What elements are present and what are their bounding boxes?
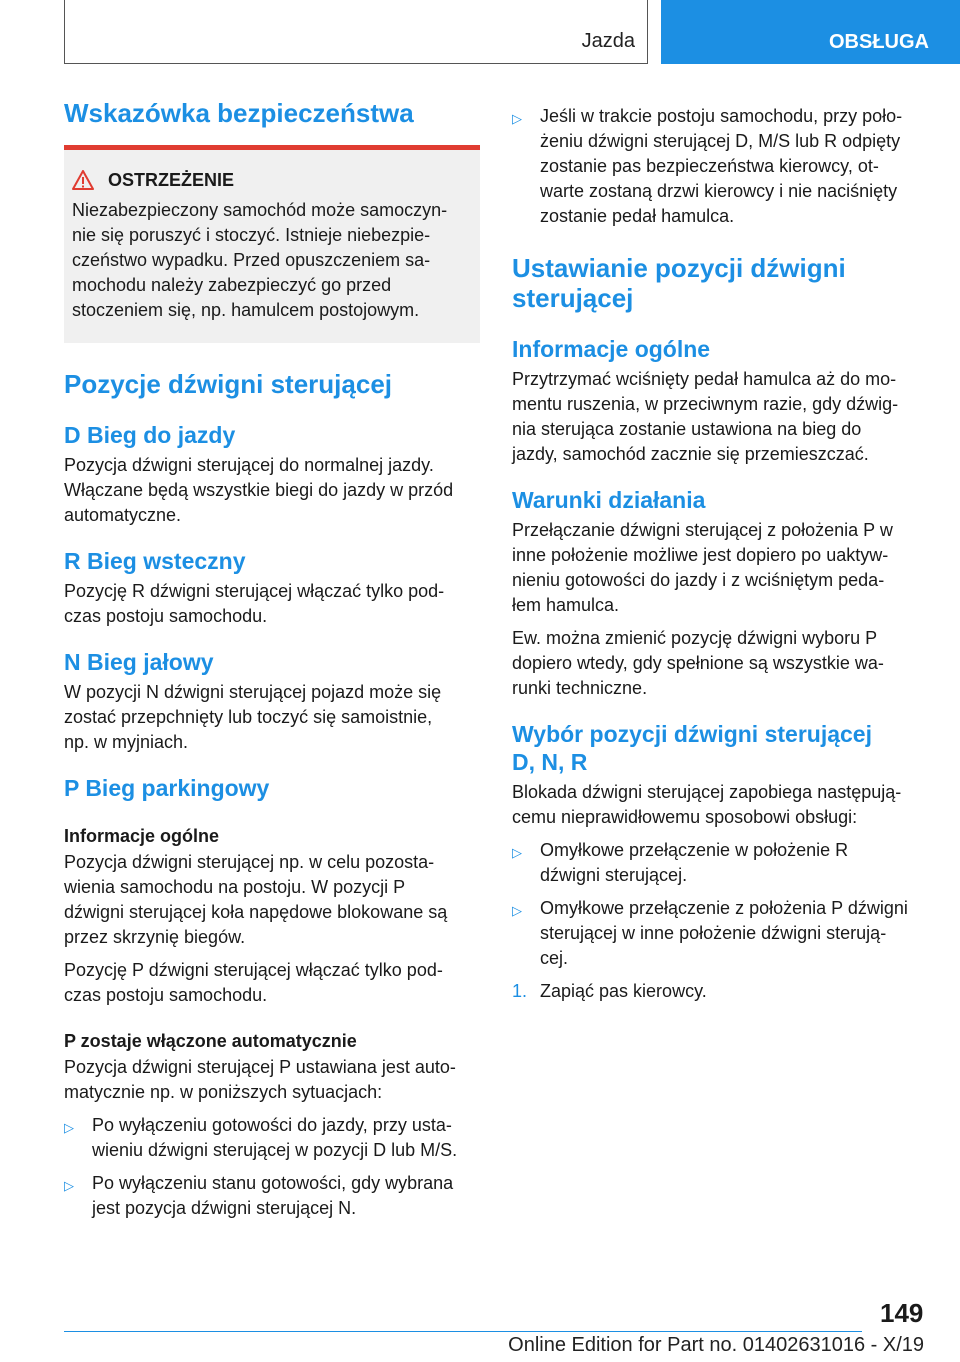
p-general-line: Pozycja dźwigni sterującej np. w celu pozosta- [64,852,435,872]
section-label: OBSŁUGA [829,31,929,53]
p-heading: P Bieg parkingowy [64,775,270,801]
heading-line: D, N, R [512,749,588,775]
warning-line: nie się poruszyć i stoczyć. Istnieje niebezpie- [72,225,431,245]
general-line: nia sterująca zostanie ustawiona na bieg do [512,419,862,439]
triangle-bullet-icon: ▷ [64,1178,74,1193]
set-position-heading [512,253,926,313]
general-line: jazdy, samochód zacznie się przemieszczać. [512,444,869,464]
bullet-line: sterującej w inne położenie dźwigni sterują- [540,923,887,943]
warning-title-row [72,168,472,192]
general-line: Przytrzymać wciśnięty pedał hamulca aż do mo- [512,369,897,389]
numbered-step [512,979,926,1004]
bullet-line: cej. [540,948,569,968]
p-general-line: Pozycję P dźwigni sterującej włączać tylko pod- [64,960,443,980]
bullet-line: jest pozycja dźwigni sterującej N. [92,1198,357,1218]
warning-line: Niezabezpieczony samochód może samoczyn- [72,200,448,220]
bullet-line: warte zostaną drzwi kierowcy i nie naciśnięty [540,181,898,201]
footer-divider [64,1331,862,1332]
list-item [512,838,926,888]
triangle-bullet-icon: ▷ [512,845,522,860]
warning-triangle-icon [72,170,94,190]
left-column [64,98,480,1221]
bullet-line: Jeśli w trakcie postoju samochodu, przy poło- [540,106,903,126]
bullet-line: Po wyłączeniu stanu gotowości, gdy wybrana [92,1173,454,1193]
chapter-label: Jazda [581,30,635,52]
general-line: mentu ruszenia, w przeciwnym razie, gdy dźwig- [512,394,899,414]
p-auto-line: Pozycja dźwigni sterującej P ustawiana jest auto- [64,1057,456,1077]
d-line: Pozycja dźwigni sterującej do normalnej jazdy. [64,455,434,475]
heading-line: Ustawianie pozycji dźwigni [512,253,846,283]
conditions-line: runki techniczne. [512,678,648,698]
r-heading: R Bieg wsteczny [64,548,246,574]
bullet-line: zostanie pedał hamulca. [540,206,735,226]
conditions-line: inne położenie możliwe jest dopiero po uaktyw- [512,545,889,565]
warning-line: czeństwo wypadku. Przed opuszczeniem sa- [72,250,431,270]
bullet-line: dźwigni sterującej. [540,865,688,885]
select-line: cemu nieprawidłowemu sposobowi obsługi: [512,807,858,827]
r-line: czas postoju samochodu. [64,606,268,626]
heading-line: sterującej [512,283,634,313]
n-heading: N Bieg jałowy [64,649,214,675]
list-item [512,104,926,229]
list-item [64,1113,480,1163]
safety-heading: Wskazówka bezpieczeństwa [64,98,414,128]
d-heading: D Bieg do jazdy [64,422,236,448]
step-text: Zapiąć pas kierowcy. [540,981,707,1001]
warning-line: stoczeniem się, np. hamulcem postojowym. [72,300,420,320]
n-line: zostać przepchnięty lub toczyć się samoistnie, [64,707,433,727]
p-auto-heading: P zostaje włączone automatycznie [64,1031,357,1051]
bullet-line: żeniu dźwigni sterującej D, M/S lub R odpięty [540,131,901,151]
warning-line: mochodu należy zabezpieczyć go przed [72,275,392,295]
conditions-line: łem hamulca. [512,595,620,615]
d-line: automatyczne. [64,505,182,525]
conditions-line: dopiero wtedy, gdy spełnione są wszystkie wa- [512,653,884,673]
d-line: Włączane będą wszystkie biegi do jazdy w przód [64,480,454,500]
conditions-line: Ew. można zmienić pozycję dźwigni wyboru P [512,628,878,648]
step-number: 1. [512,981,528,1001]
p-general-line: wienia samochodu na postoju. W pozycji P [64,877,406,897]
n-line: W pozycji N dźwigni sterującej pojazd może się [64,682,442,702]
section-tab [661,0,960,64]
general-heading: Informacje ogólne [512,336,711,362]
positions-heading: Pozycje dźwigni sterującej [64,369,392,399]
right-column [512,104,926,1004]
edition-text: Online Edition for Part no. 01402631016 - X/19 [508,1334,924,1356]
r-line: Pozycję R dźwigni sterującej włączać tylko pod- [64,581,445,601]
p-general-line: przez skrzynię biegów. [64,927,246,947]
select-heading [512,720,926,776]
warning-box [64,145,480,343]
p-auto-line: matycznie np. w poniższych sytuacjach: [64,1082,383,1102]
conditions-line: Przełączanie dźwigni sterującej z położenia P w [512,520,893,540]
p-general-line: czas postoju samochodu. [64,985,268,1005]
n-line: np. w myjniach. [64,732,189,752]
heading-line: Wybór pozycji dźwigni sterującej [512,721,872,747]
triangle-bullet-icon: ▷ [512,111,522,126]
chapter-tab [64,0,648,64]
bullet-line: Omyłkowe przełączenie z położenia P dźwigni [540,898,908,918]
bullet-line: wieniu dźwigni sterującej w pozycji D lub M/S. [92,1140,458,1160]
select-line: Blokada dźwigni sterującej zapobiega następują- [512,782,902,802]
triangle-bullet-icon: ▷ [512,903,522,918]
warning-title: OSTRZEŻENIE [108,170,235,190]
triangle-bullet-icon: ▷ [64,1120,74,1135]
bullet-line: Po wyłączeniu gotowości do jazdy, przy usta- [92,1115,452,1135]
conditions-heading: Warunki działania [512,487,706,513]
list-item [64,1171,480,1221]
list-item [512,896,926,971]
p-general-line: dźwigni sterującej koła napędowe blokowane są [64,902,448,922]
conditions-line: nieniu gotowości do jazdy i z wciśniętym peda- [512,570,885,590]
p-general-heading: Informacje ogólne [64,826,220,846]
page-number: 149 [880,1298,924,1328]
bullet-line: zostanie pas bezpieczeństwa kierowcy, ot- [540,156,879,176]
bullet-line: Omyłkowe przełączenie w położenie R [540,840,849,860]
